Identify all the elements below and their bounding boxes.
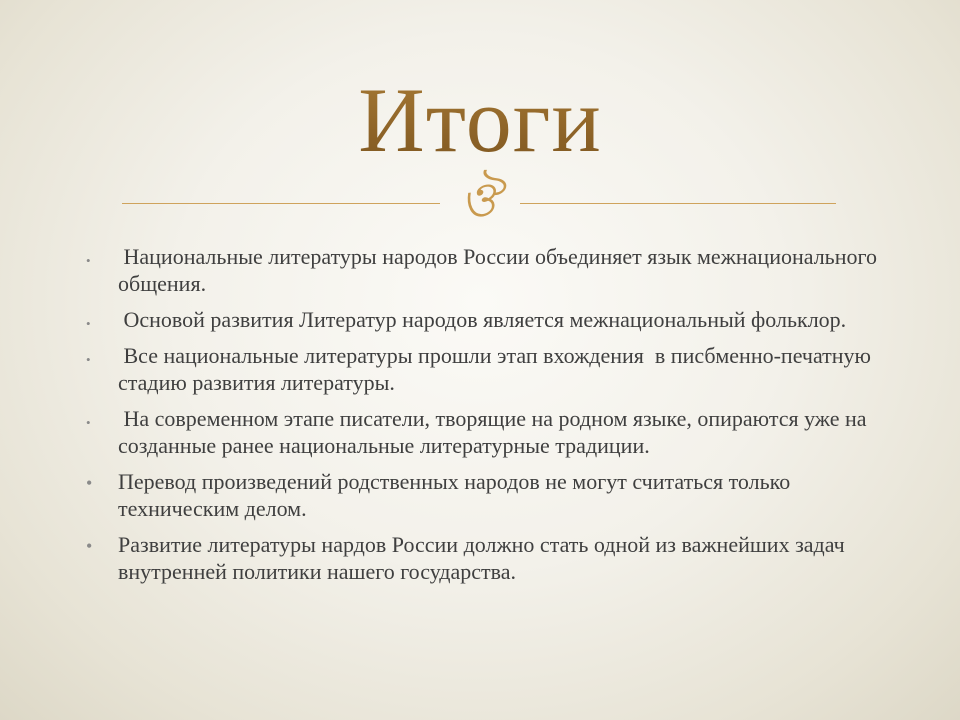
flourish-ornament-icon: ঔ [460,174,500,227]
list-item [86,243,886,297]
list-item [86,531,886,585]
list-item [86,342,886,396]
bullet-icon: • [86,415,91,430]
bullet-icon: • [86,352,91,367]
list-item-text: Развитие литературы нардов России должно стать одной из важнейших задач внутренней политики нашего государства. [118,532,845,584]
bullet-icon: • [86,536,93,556]
list-item [86,306,886,333]
list-item-text: Перевод произведений родственных народов не могут считаться только техническим делом. [118,469,791,521]
list-item [86,405,886,459]
bullet-icon: • [86,316,91,331]
list-item-text: Основой развития Литератур народов является межнациональный фольклор. [118,307,847,332]
list-item-text: Национальные литературы народов России объединяет язык межнационального общения. [118,244,883,296]
list-item-text: Все национальные литературы прошли этап вхождения в писбменно-печатную стадию развития литературы. [118,343,877,395]
bullet-list [86,243,886,594]
list-item [86,468,886,522]
bullet-icon: • [86,253,91,268]
divider-line-right [520,203,836,204]
list-item-text: На современном этапе писатели, творящие на родном языке, опираются уже на созданные ранее национальные литературные традиции. [118,406,873,458]
bullet-icon: • [86,473,93,493]
slide-title: Итоги [0,70,960,170]
divider-line-left [122,203,440,204]
